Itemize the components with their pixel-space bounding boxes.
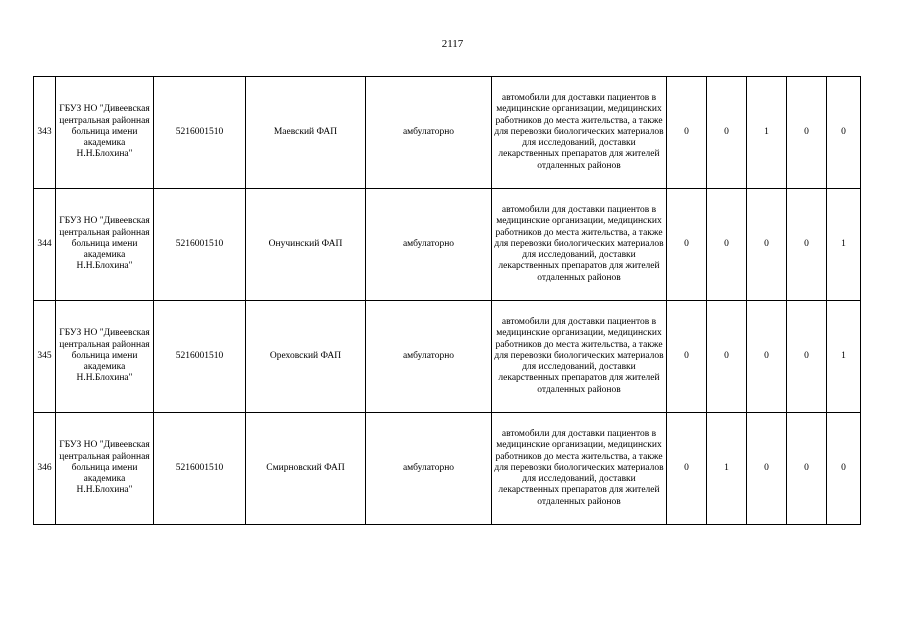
vehicle-purpose: автомобили для доставки пациентов в медицинские организации, медицинских работников до места жительства, а также для перевозки биологических материалов для исследований, доставки лекарственных препаратов для жителей отдаленных районов — [492, 189, 667, 301]
unit-name: Ореховский ФАП — [246, 301, 366, 413]
table-row — [34, 413, 861, 525]
organization-name: ГБУЗ НО "Дивеевская центральная районная больница имени академика Н.Н.Блохина" — [56, 77, 154, 189]
value-1: 0 — [667, 301, 707, 413]
vehicle-purpose: автомобили для доставки пациентов в медицинские организации, медицинских работников до места жительства, а также для перевозки биологических материалов для исследований, доставки лекарственных препаратов для жителей отдаленных районов — [492, 301, 667, 413]
row-number: 343 — [34, 77, 56, 189]
care-condition: амбулаторно — [366, 413, 492, 525]
value-3: 0 — [747, 189, 787, 301]
row-number: 344 — [34, 189, 56, 301]
care-condition: амбулаторно — [366, 77, 492, 189]
value-5: 1 — [827, 301, 861, 413]
value-4: 0 — [787, 189, 827, 301]
table-row — [34, 77, 861, 189]
care-condition: амбулаторно — [366, 189, 492, 301]
table-row — [34, 301, 861, 413]
value-3: 1 — [747, 77, 787, 189]
table-row — [34, 189, 861, 301]
value-4: 0 — [787, 413, 827, 525]
value-4: 0 — [787, 77, 827, 189]
value-5: 1 — [827, 189, 861, 301]
value-5: 0 — [827, 77, 861, 189]
value-2: 0 — [707, 77, 747, 189]
inn: 5216001510 — [154, 189, 246, 301]
inn: 5216001510 — [154, 301, 246, 413]
organization-name: ГБУЗ НО "Дивеевская центральная районная больница имени академика Н.Н.Блохина" — [56, 413, 154, 525]
value-2: 1 — [707, 413, 747, 525]
value-3: 0 — [747, 301, 787, 413]
care-condition: амбулаторно — [366, 301, 492, 413]
row-number: 346 — [34, 413, 56, 525]
registry-table — [33, 76, 861, 525]
value-4: 0 — [787, 301, 827, 413]
value-1: 0 — [667, 77, 707, 189]
value-2: 0 — [707, 189, 747, 301]
value-5: 0 — [827, 413, 861, 525]
value-1: 0 — [667, 189, 707, 301]
inn: 5216001510 — [154, 77, 246, 189]
value-1: 0 — [667, 413, 707, 525]
row-number: 345 — [34, 301, 56, 413]
unit-name: Онучинский ФАП — [246, 189, 366, 301]
page-number: 2117 — [441, 38, 464, 50]
inn: 5216001510 — [154, 413, 246, 525]
vehicle-purpose: автомобили для доставки пациентов в медицинские организации, медицинских работников до места жительства, а также для перевозки биологических материалов для исследований, доставки лекарственных препаратов для жителей отдаленных районов — [492, 77, 667, 189]
vehicle-purpose: автомобили для доставки пациентов в медицинские организации, медицинских работников до места жительства, а также для перевозки биологических материалов для исследований, доставки лекарственных препаратов для жителей отдаленных районов — [492, 413, 667, 525]
organization-name: ГБУЗ НО "Дивеевская центральная районная больница имени академика Н.Н.Блохина" — [56, 189, 154, 301]
value-2: 0 — [707, 301, 747, 413]
unit-name: Маевский ФАП — [246, 77, 366, 189]
unit-name: Смирновский ФАП — [246, 413, 366, 525]
value-3: 0 — [747, 413, 787, 525]
organization-name: ГБУЗ НО "Дивеевская центральная районная больница имени академика Н.Н.Блохина" — [56, 301, 154, 413]
